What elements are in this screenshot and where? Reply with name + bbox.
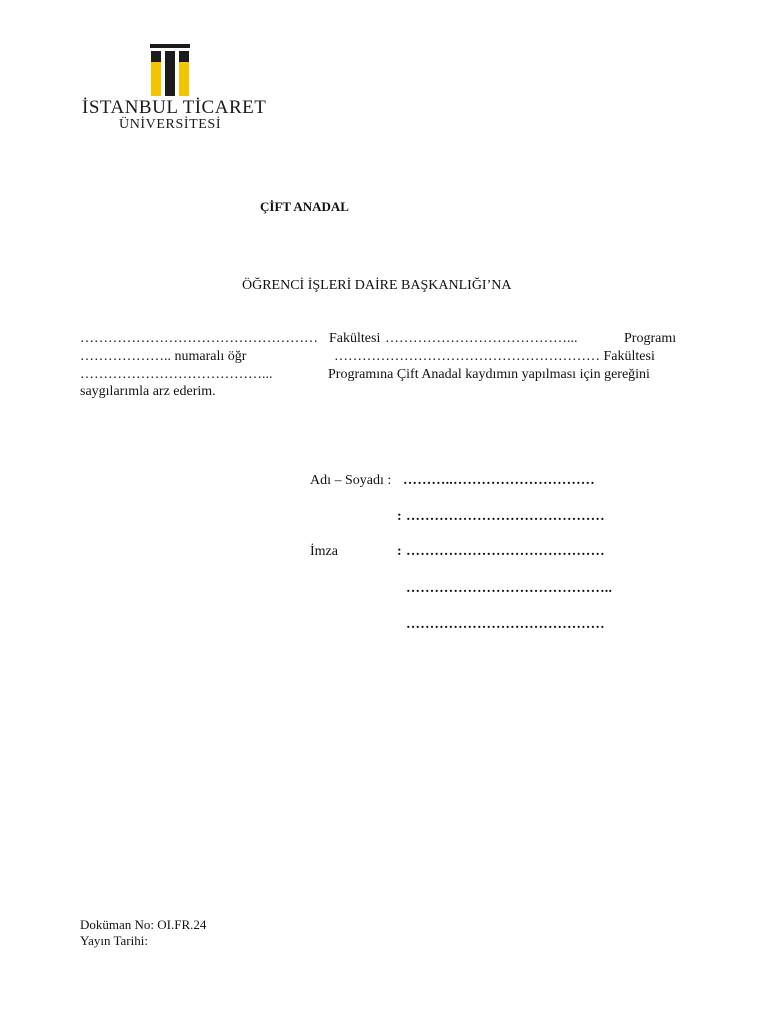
logo-subname: ÜNİVERSİTESİ xyxy=(119,117,222,132)
addressee-heading: ÖĞRENCİ İŞLERİ DAİRE BAŞKANLIĞI’NA xyxy=(242,278,512,293)
signature-label: İmza xyxy=(310,544,338,559)
target-program-dots: …………………………………... xyxy=(80,367,273,382)
closing-text: saygılarımla arz ederim. xyxy=(80,384,216,399)
name-surname-label: Adı – Soyadı : xyxy=(310,473,392,488)
target-faculty-text: ………………………………………………… Fakültesi xyxy=(334,349,655,364)
row2-field: …………………………………… xyxy=(406,509,605,524)
signature-field: …………………………………… xyxy=(406,544,605,559)
name-surname-field: ………..………………………… xyxy=(403,473,595,488)
student-name-dots: …………………………………………… xyxy=(80,331,318,346)
logo-mark-icon xyxy=(150,44,190,96)
faculty-label: Fakültesi xyxy=(329,331,381,346)
form-type-title: ÇİFT ANADAL xyxy=(260,199,349,214)
signature-colon: : xyxy=(397,544,402,559)
document-number: Doküman No: OI.FR.24 xyxy=(80,917,207,932)
row2-colon: : xyxy=(397,509,402,524)
publication-date: Yayın Tarihi: xyxy=(80,933,148,948)
faculty-dots: …………………………………... xyxy=(385,331,578,346)
program-label: Programı xyxy=(624,331,677,346)
logo-name: İSTANBUL TİCARET xyxy=(82,97,267,118)
request-text: Programına Çift Anadal kaydımın yapılması için gereğini xyxy=(328,367,650,382)
row5-field: …………………………………… xyxy=(406,617,605,632)
student-number-text: ……………….. numaralı öğr xyxy=(80,349,247,364)
row4-field: …………………………………….. xyxy=(406,581,613,596)
